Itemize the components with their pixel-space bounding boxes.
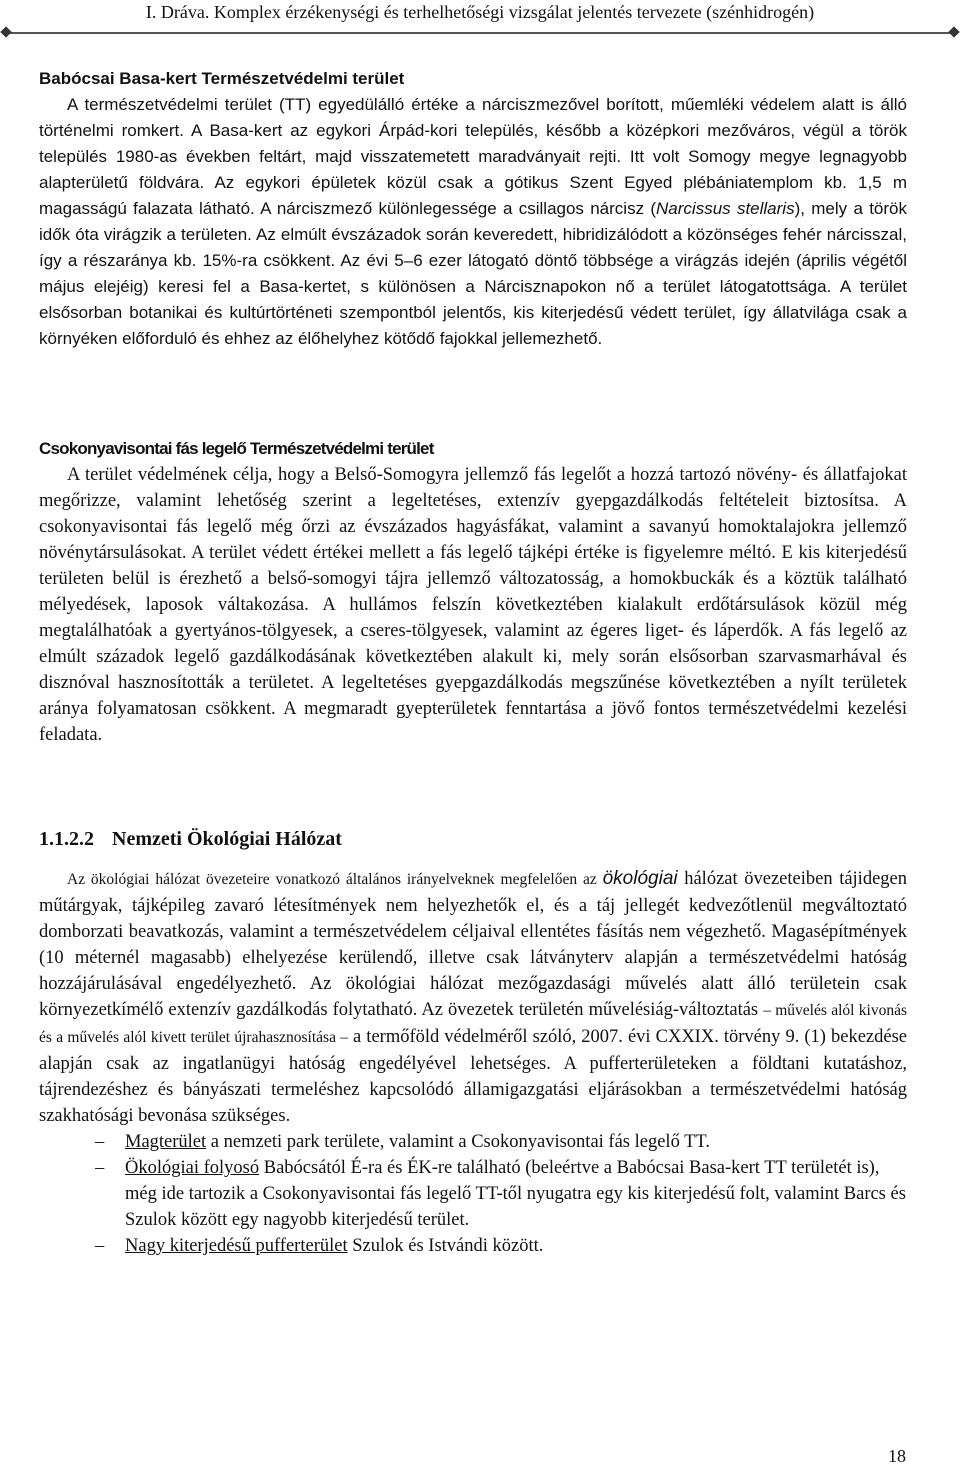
list-term: Magterület: [125, 1132, 207, 1152]
section-paragraph: [39, 866, 907, 1129]
paragraph-text: ), mely a török idők óta virágzik a területen. Az elmúlt évszázadok során keveredett, hibridizálódott a közönséges fehér nárcisszal, így a részaránya kb. 15%-ra csökkent. Az évi 5–6 ezer látogató döntő többsége a virágzás idején (április végétől május elejéig) keresi fel a Basa-kertet, s különösen a Nárcisznapokon nő a terület látogatottsága. A terület elsősorban botanikai és kultúrtörténeti szempontból jelentős, kis kiterjedésű védett terület, így állatvilága csak a környéken előforduló és ehhez az élőhelyhez kötődő fajokkal jellemezhető.: [39, 199, 907, 348]
section-number: 1.1.2.2: [39, 828, 94, 850]
emphasis-word: ökológiai: [602, 868, 678, 889]
paragraph-text: hálózat övezeteiben tájidegen műtárgyak, tájképileg zavaró létesítmények nem helyezhetők el, és a táj jellegét kedvezőtlenül megváltoztató domborzati beavatkozás, valamint a természetvédelem céljaival ellentétes fásítás nem végezhető. Magasépítmények (10 méternél magasabb) elhelyezése kerülendő, illetve csak látványterv alapján a természetvédelmi hatóság hozzájárulásával engedélyezhető. Az ökológiai hálózat mezőgazdasági művelés alatt álló területein csak környezetkímélő extenzív gazdálkodás folytatható. Az övezetek területén művelésiág-változtatás: [39, 869, 907, 1020]
header-diamond-left-icon: [0, 26, 11, 37]
page-number: 18: [888, 1446, 906, 1466]
list-term: Nagy kiterjedésű pufferterület: [125, 1236, 348, 1256]
section-title: Nemzeti Ökológiai Hálózat: [112, 828, 342, 850]
list-text: a nemzeti park területe, valamint a Csokonyavisontai fás legelő TT.: [206, 1132, 710, 1152]
list-term: Ökológiai folyosó: [125, 1158, 260, 1178]
list-item: [39, 1129, 907, 1155]
dash-icon: –: [95, 1158, 105, 1178]
header-rule: [6, 32, 954, 34]
list-item: [39, 1155, 907, 1233]
section-csokonyavisonta: [39, 436, 907, 748]
list-item: [39, 1233, 907, 1259]
list-text: Szulok és Istvándi között.: [347, 1236, 544, 1256]
paragraph-text: – művelés alól kivonás és a művelés alól kivett terület újrahasznosítása –: [39, 1002, 907, 1046]
section-heading: [39, 826, 907, 852]
paragraph-text: Az ökológiai hálózat övezeteire vonatkozó általános irányelveknek megfelelően az: [67, 871, 603, 888]
paragraph-text: a termőföld védelméről szóló, 2007. évi CXXIX. törvény 9. (1) bekezdése alapján csak az ingatlanügyi hatóság engedélyével lehetséges. A pufferterületeken a földtani kutatáshoz, tájrendezéshez és bányászati termeléshez kapcsolódó államigazgatási eljárásokban a természetvédelmi hatóság szakhatósági bevonása szükséges.: [39, 1027, 907, 1126]
section-paragraph: [39, 92, 907, 352]
page-header: [0, 0, 960, 44]
section-basa-kert: [39, 66, 907, 352]
paragraph-text: A természetvédelmi terület (TT) egyedülálló értéke a nárciszmezővel borított, műemléki védelem alatt is álló történelmi romkert. A Basa-kert az egykori Árpád-kori település, később a középkori mezőváros, végül a török település 1980-as években feltárt, majd visszatemetett maradványait rejti. Itt volt Somogy megye legnagyobb alapterületű földvára. Az egykori épületek közül csak a gótikus Szent Egyed plébániatemplom kb. 1,5 m magasságú falazata látható. A nárciszmező különlegessége a csillagos nárcisz (: [39, 95, 907, 218]
section-paragraph: A terület védelmének célja, hogy a Belső-Somogyra jellemző fás legelőt a hozzá tartozó növény- és állatfajokat megőrizze, valamint lehetőség szerint a legeltetéses, extenzív gyepgazdálkodás feltételeit biztosítsa. A csokonyavisontai fás legelő még őrzi az évszázados hagyásfákat, valamint a savanyú homoktalajokra jellemző növénytársulásokat. A terület védett értékei mellett a fás legelő tájképi értéke is figyelemre méltó. E kis kiterjedésű területen belül is érezhető a belső-somogyi tájra jellemző változatosság, a homokbuckák és a köztük található mélyedések, laposok váltakozása. A hullámos felszín következtében kialakult erdőtársulások közül még megtalálhatóak a gyertyános-tölgyesek, a cseres-tölgyesek, valamint az égeres liget- és láperdők. A fás legelő az elmúlt századok legelő gazdálkodásának következtében alakult ki, mely során elsősorban szarvasmarhával és disznóval hasznosították a területet. A legeltetéses gyepgazdálkodás megszűnése következtében a nyílt területek aránya folyamatosan csökkent. A megmaradt gyepterületek fenntartása a jövő fontos természetvédelmi kezelési feladata.: [39, 465, 907, 745]
dash-icon: –: [95, 1132, 105, 1152]
species-name: Narcissus stellaris: [656, 199, 795, 218]
section-heading: Csokonyavisontai fás legelő Természetvédelmi terület: [39, 439, 434, 458]
section-heading: Babócsai Basa-kert Természetvédelmi terület: [39, 69, 405, 88]
zone-list: [39, 1129, 907, 1259]
section-okologiai-halozat: [39, 826, 907, 1259]
header-title: I. Dráva. Komplex érzékenységi és terhelhetőségi vizsgálat jelentés tervezete (szénhidrogén): [145, 2, 815, 22]
header-diamond-right-icon: [948, 26, 959, 37]
list-text: Babócsától É-ra és ÉK-re található (beleértve a Babócsai Basa-kert TT területét is), még ide tartozik a Csokonyavisontai fás legelő TT-től nyugatra egy kis kiterjedésű folt, valamint Barcs és Szulok között egy nagyobb kiterjedésű terület.: [125, 1158, 906, 1230]
dash-icon: –: [95, 1236, 105, 1256]
